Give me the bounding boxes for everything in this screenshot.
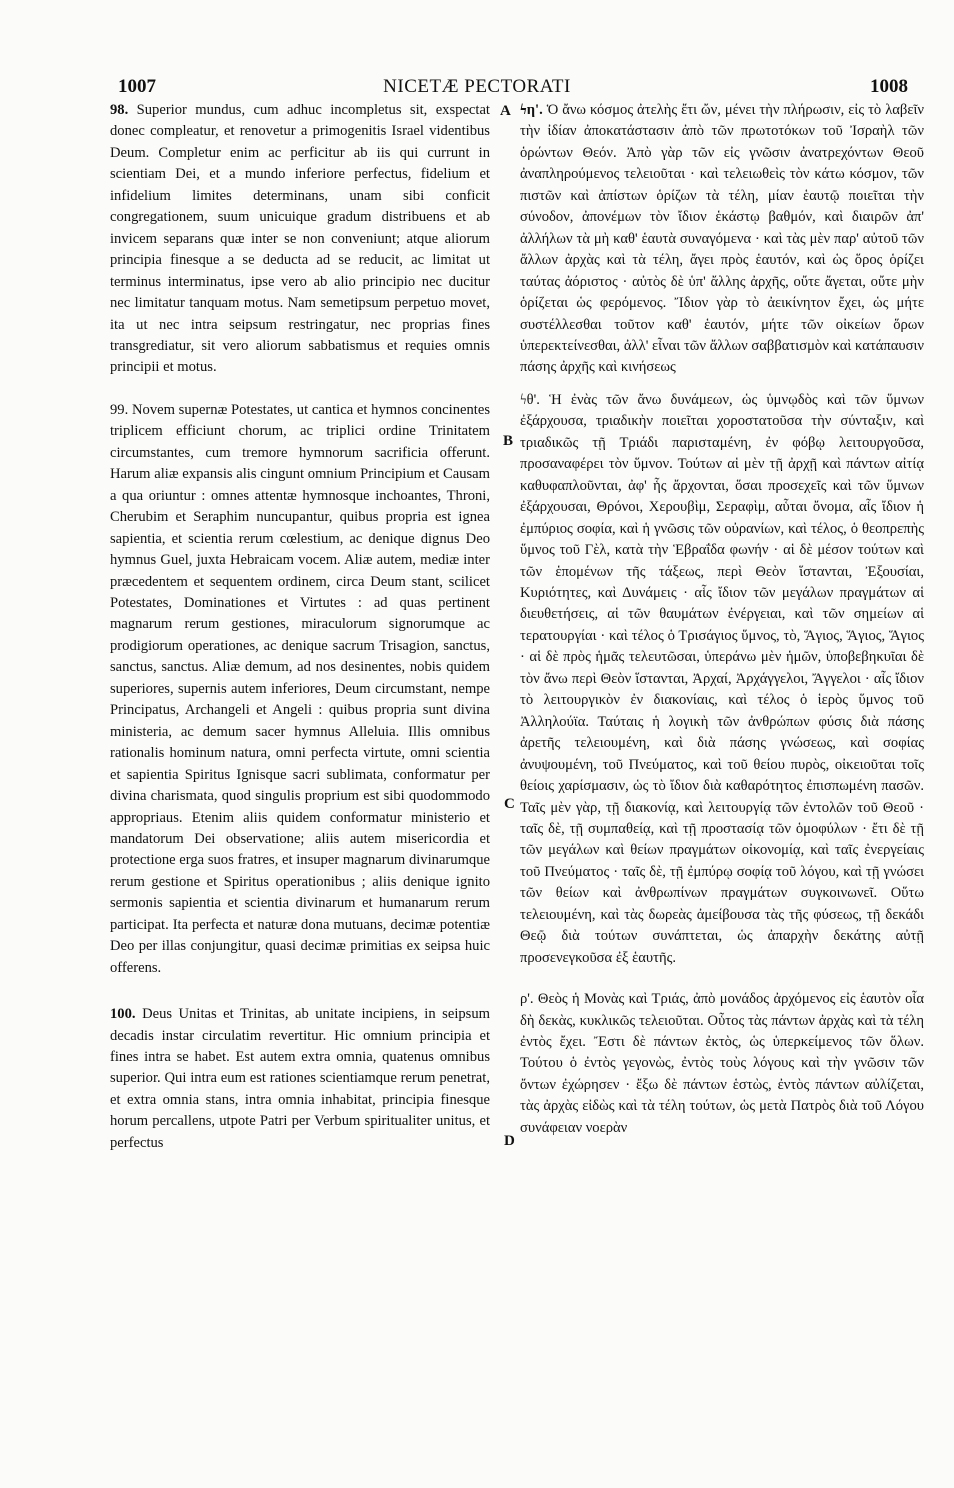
paragraph-text: Ὁ ἄνω κόσμος ἀτελὴς ἔτι ὤν, μένει τὴν πλήρωσιν, εἰς τὸ λαβεῖν τὴν ἰδίαν ἀποκατάστασιν ἀπὸ τῶν πρωτοτόκων τοῦ Ἰσραὴλ τῶν ὁρώντων Θεόν. Ἀπὸ γὰρ τῶν εἰς γνῶσιν ἀνατρεχόντων Θεοῦ ἀναπληρούμενος τελειοῦται · καὶ τελειωθεὶς τὸν κάτω κόσμον, τῶν πιστῶν καὶ ἀπίστων ὁρίζων τὰ τέλη, μίαν ἑαυτῷ ποιεῖται τὴν σύνοδον, ἀπονέμων τὸν ἴδιον ἑκάστῳ βαθμόν, καὶ διαιρῶν ἀπ' ἀλλήλων τὰ μὴ καθ' ἑαυτὰ συναγόμενα · καὶ τὰς μὲν παρ' αὐτοῦ τῶν ἄλλων ἀρχὰς καὶ τὰ τέλη, ἄγει πρὸς ἑαυτόν, καὶ ὡς ὅρος ὁρίζει ταύτας ἀόριστος · αὐτὸς δὲ ὑπ' ἄλλης ἀρχῆς, οὔτε ἄγεται, οὔτε μὴν ὁρίζεται ὡς φερόμενος. Ἴδιον γὰρ τὸ ἀεικίνητον ἔχει, ὡς μήτε συστέλλεσθαι τοῦτον καθ' ἑαυτόν, μήτε τῶν οἰκείων ὅρων ὑπερεκτείνεσθαι, ἀλλ' εἶναι τῶν ἄλλων σαββατισμὸν καὶ κατάπαυσιν πάσης ἀρχῆς καὶ κινήσεως [520, 102, 924, 376]
section-number: ϟθ'. [520, 391, 540, 408]
paragraph-text: Θεὸς ἡ Μονὰς καὶ Τριάς, ἀπὸ μονάδος ἀρχόμενος εἰς ἑαυτὸν οἷα δὴ δεκὰς, κυκλικῶς τελειοῦται. Οὗτος τὰς πάντων ἀρχὰς καὶ τὰ τέλη ἐντὸς ἔχει. Ἔστι δὲ πάντων ἐκτὸς, ὡς ὑπερκείμενος τῶν ὅλων. Τούτου ὁ ἐντὸς γεγονὼς, ἐντὸς τοὺς λόγους καὶ τὴν γνῶσιν τῶν ὄντων ἐχώρησεν · ἔξω δὲ πάντων ἑστὼς, ἐντὸς πάντων αὐλίζεται, τὰς ἀρχὰς εἰδὼς καὶ τὰ τέλη τούτων, ὡς μετὰ Πατρὸς διὰ τοῦ Λόγου συνάφειαν νοερὰν [520, 991, 924, 1136]
running-header [0, 76, 954, 100]
column-marker-d: D [504, 1133, 515, 1149]
section-number: 98. [110, 102, 129, 118]
page-number-right: 1008 [870, 76, 908, 97]
paragraph-text: Superior mundus, cum adhuc incompletus sit, exspectat donec compleatur, et renovetur a primogenitis Israel videntibus Deum. Completur enim ac perficitur ab iis qui currunt in scientiam Dei, et a mundo inferiore perfectus, fidelium et infidelium limites determinans, unam sibi conficit congregationem, suum unicuique gradum distribuens et ab invicem separans quæ inter se non conveniunt; atque aliorum principia finesque a se deducta ad se reducit, ac limitat ut terminus interminatus, ipse vero ab alio principio nec ducitur nec limitatur tanquam motus. Nam semetipsum perpetuo movet, ita ut nec intra seipsum restringatur, nec proprias fines transgrediatur, sit vero aliorum sabbatismus et requies omnis principii et motus. [110, 102, 490, 376]
section-number: 99. [110, 401, 129, 418]
section-number: ρ'. [520, 991, 534, 1008]
running-title: NICETÆ PECTORATI [383, 76, 571, 97]
column-marker-b: B [503, 433, 514, 449]
latin-paragraph-100 [110, 1004, 490, 1154]
column-marker-c: C [504, 796, 515, 812]
column-marker-a: A [500, 103, 511, 119]
greek-column [520, 100, 924, 1139]
latin-paragraph-98 [110, 100, 490, 379]
section-number: ϟη'. [520, 102, 543, 118]
paragraph-text: Novem supernæ Potestates, ut cantica et hymnos concinentes triplicem efficiunt chorum, ac triplici ordine Trinitatem circumstantes, cum tremore hymnorum sacrificia offerunt. Harum aliæ expansis alis cingunt omnium Principium et Causam a qua oriuntur : omnes attentæ hymnosque inchoantes, Throni, Cherubim et Seraphim nuncupantur, quibus propria est ignea sapientia, et scientia rerum cœlestium, ac denique dignus Deo hymnus Guel, juxta Hebraicam vocem. Aliæ autem, mediæ inter præcedentem et sequentem ordinem, circa Deum stant, scilicet Potestates, Dominationes et Virtutes : ad quas pertinent magnarum rerum gestiones, miraculorum signorumque ac prodigiorum operationes, ac denique sacrum Trisagion, sanctus, sanctus, sanctus. Aliæ demum, ad nos desinentes, nobis quidem superiores, supernis autem inferiores, Deum circumstant, nempe Principatus, Archangeli et Angeli : quibus propria sunt divina ministeria, ac demum sacer hymnus Alleluia. Illis omnibus rationalis hominum natura, omni perfecta virtute, omni scientia et sapientia Spiritus Ignisque sacri sublimata, conformatur per divina charismata, quod singulis proprium est sibi quodommodo appropriaus. Etenim aliis quidem conformatur ministerio et mandatorum Dei observatione; aliis autem misericordia et protectione erga suos fratres, et insuper magnarum divinarumque rerum gestione et Spiritus operationibus ; aliis denique ignito sermonis sapientia et scientia divinarum et humanarum rerum participat. Ita perfecta et naturæ dona mutuans, decimæ potentiæ Deo per illas conjungitur, quasi decimæ primitias ex seipsa huic offerens. [110, 401, 490, 976]
greek-paragraph-98 [520, 100, 924, 379]
paragraph-text: Ἡ ἐνὰς τῶν ἄνω δυνάμεων, ὡς ὑμνῳδὸς καὶ τῶν ὕμνων ἐξάρχουσα, τριαδικὴν ποιεῖται χοροστατοῦσα τὴν σύνταξιν, καὶ τριαδικῶς τῇ Τριάδι παρισταμένη, ἐν φόβῳ λειτουργοῦσα, προσαναφέρει τὸν ὕμνον. Τούτων αἱ μὲν τῇ ἀρχῇ καὶ πάντων αἰτίᾳ καθυφαπλοῦνται, ἀφ' ἧς ἄρχονται, ὅσαι προσεχεῖς καὶ τῶν ὕμνων ἐξάρχουσαι, Θρόνοι, Χερουβὶμ, Σεραφὶμ, αὗται ὄνομα, αἷς ἴδιον ἡ ἐμπύριος σοφία, καὶ ἡ γνῶσις τῶν οὐρανίων, καὶ τέλος, ὁ θεοπρεπὴς ὕμνος τοῦ Γὲλ, κατὰ τὴν Ἑβραΐδα φωνήν · αἱ δὲ μέσον τούτων καὶ τῶν ἑπομένων τῆς τάξεως, περὶ Θεὸν ἵστανται, Ἐξουσίαι, Κυριότητες, καὶ Δυνάμεις · αἷς ἴδιον τῶν μεγάλων πραγμάτων αἱ διευθετήσεις, αἱ τῶν θαυμάτων ἐνέργειαι, καὶ τῶν σημείων αἱ τερατουργίαι · καὶ τέλος ὁ Τρισάγιος ὕμνος, τὸ, Ἅγιος, Ἅγιος, Ἅγιος · αἱ δὲ πρὸς ἡμᾶς τελευτῶσαι, ὑπεράνω μὲν ἡμῶν, ὑποβεβηκυῖαι δὲ τὸν ἄνω περὶ Θεὸν ἵστανται, Ἀρχαί, Ἀρχάγγελοι, Ἄγγελοι · αἷς ἴδιον τὸ λειτουργικὸν ἐν διακονίαις, καὶ τέλος ὁ ἱερὸς ὕμνος τοῦ Ἀλληλούϊα. Ταύταις ἡ λογικὴ τῶν ἀνθρώπων φύσις διὰ πάσης ἀρετῆς τελειουμένη, καὶ διὰ πάσης γνώσεως, καὶ σοφίας ἀνυψουμένη, τοῦ Πνεύματος, καὶ τοῦ θείου πυρὸς, οἰκειοῦται τοῖς θείοις χαρίσμασιν, ὡς τὸ ἴδιον διὰ καθαρότητος ἐπισπωμένη πασῶν. Ταῖς μὲν γὰρ, τῇ διακονίᾳ, καὶ λειτουργίᾳ τῶν ἐντολῶν τοῦ Θεοῦ · ταῖς δὲ, τῇ συμπαθείᾳ, καὶ τῇ προστασίᾳ τῶν ὁμοφύλων · ἔτι δὲ τῇ τῶν μεγάλων καὶ θείων πραγμάτων οἰκονομίᾳ, καὶ ταῖς ἐνεργείαις τοῦ Πνεύματος · ταῖς δὲ, τῇ ἐμπύρῳ σοφίᾳ τοῦ λόγου, καὶ τῇ γνώσει τῶν θείων καὶ ἀνθρωπίνων πραγμάτων συγκοινωνεῖ. Οὕτω τελειουμένη, καὶ τὰς δωρεὰς ἀμείβουσα τὰς τῆς φύσεως, τῇ δεκάδι Θεῷ διὰ τούτων συνάπτεται, ὡς ἀπαρχὴν δεκάτης αὐτῇ προσενεγκοῦσα ἐξ ἑαυτῆς. [520, 391, 924, 966]
section-number: 100. [110, 1006, 136, 1023]
paragraph-text: Deus Unitas et Trinitas, ab unitate incipiens, in seipsum decadis instar circulatim revertitur. Hic omnium principia et fines intra se habet. Est autem extra omnia, quatenus omnibus superior. Qui intra eum est rationes scientiamque rerum penetrat, et extra omnia stans, intra omnia inhabitat, principia finesque horum percallens, utpote Patri per Verbum spiritualiter unitus, et perfectus [110, 1006, 490, 1151]
latin-column [110, 100, 490, 1154]
greek-paragraph-99 [520, 390, 924, 969]
latin-paragraph-99 [110, 400, 490, 979]
greek-paragraph-100 [520, 989, 924, 1139]
page-number-left: 1007 [118, 76, 156, 97]
